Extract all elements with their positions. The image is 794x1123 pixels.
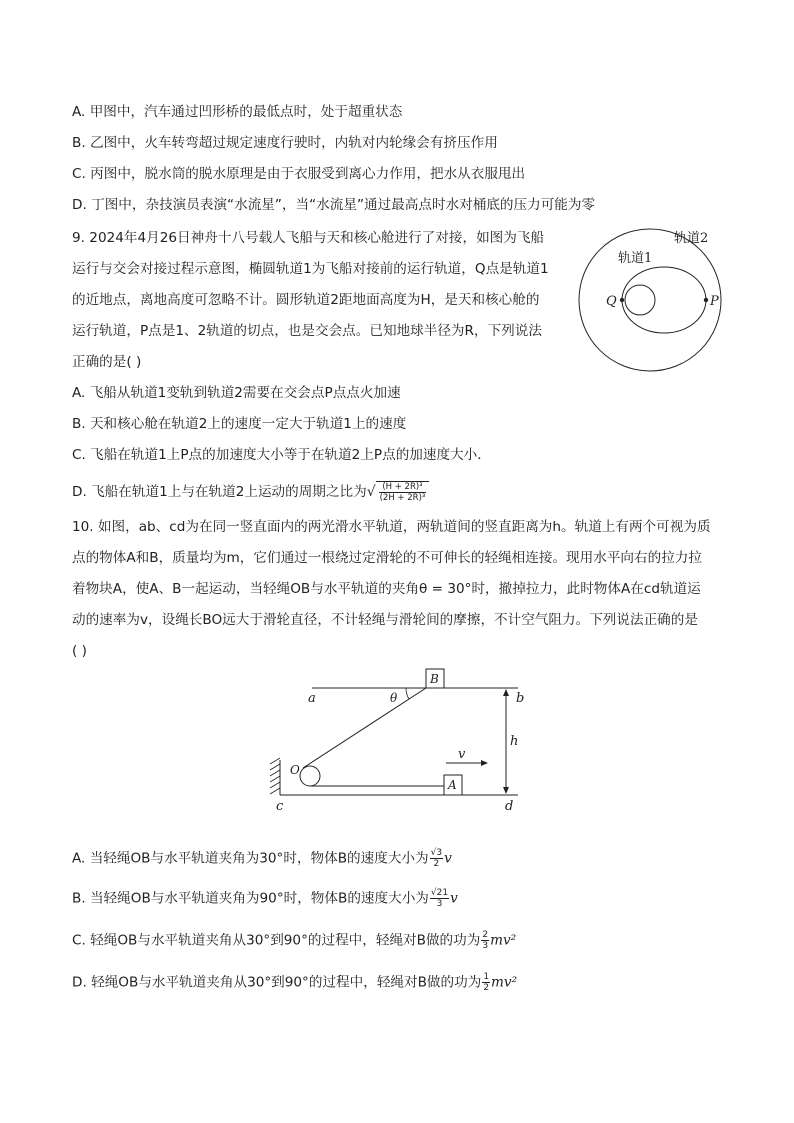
q9-stem-line-3: 的近地点，离地高度可忽略不计。圆形轨道2距地面高度为H，是天和核心舱的 [72,292,540,308]
q9-stem-line-1: 9. 2024年4月26日神舟十八号载人飞船与天和核心舱进行了对接，如图为飞船 [72,230,545,246]
q9-stem-line-5: 正确的是( ) [72,354,142,370]
q9-orbit-figure [570,222,730,372]
point-p-dot [704,298,708,302]
h-arrow-top [503,689,509,696]
label-c-point: c [276,799,284,814]
label-block-b: B [430,672,439,686]
rope-ob [303,688,426,768]
q9-stem-line-4: 运行轨道，P点是1、2轨道的切点，也是交会点。已知地球半径为R，下列说法 [72,323,542,339]
wall-hatch [270,758,280,794]
label-theta: θ [390,691,398,705]
h-arrow-bottom [503,787,509,794]
v-arrow-head [481,760,488,766]
q8-option-c: C. 丙图中，脱水筒的脱水原理是由于衣服受到离心力作用，把水从衣服甩出 [72,166,526,182]
q8-option-a: A. 甲图中，汽车通过凹形桥的最低点时，处于超重状态 [72,104,403,120]
orbit-1-label: 轨道1 [618,251,653,266]
earth-circle [625,285,655,315]
orbit-2-label: 轨道2 [674,231,709,246]
q9-option-d: D. 飞船在轨道1上与在轨道2上运动的周期之比为√ $\frac{\text{(H + 2R)³}}{\text{(2H + 2R)³}}$ [72,481,429,503]
q9-option-a: A. 飞船从轨道1变轨到轨道2需要在交会点P点点火加速 [72,385,401,401]
label-block-a: A [448,778,457,792]
q9-stem-line-2: 运行与交会对接过程示意图，椭圆轨道1为飞船对接前的运行轨道，Q点是轨道1 [72,261,549,277]
q10-option-a: A. 当轻绳OB与水平轨道夹角为30°时，物体B的速度大小为 $\frac{√3}{2}$ v [72,848,452,869]
q9-d-denominator: (2H + 2R)³ [379,493,426,503]
orbit-1-ellipse [622,267,706,333]
q10-stem-line-3: 着物块A，使A、B一起运动，当轻绳OB与水平轨道的夹角θ = 30°时，撤掉拉力，此时物体A在cd轨道运 [72,581,701,597]
label-pulley-o: O [290,763,300,777]
q10-stem-line-1: 10. 如图，ab、cd为在同一竖直面内的两光滑水平轨道，两轨道间的竖直距离为h。轨道上有两个可视为质 [72,519,711,535]
point-q-dot [620,298,624,302]
label-velocity-v: v [458,747,466,762]
q10-option-b: B. 当轻绳OB与水平轨道夹角为90°时，物体B的速度大小为 $\frac{√21}{3}$ v [72,888,458,909]
theta-arc [406,688,409,699]
label-a-point: a [308,691,316,706]
q10-track-figure [260,664,540,824]
q8-option-b: B. 乙图中，火车转弯超过规定速度行驶时，内轨对内轮缘会有挤压作用 [72,135,498,151]
label-d-point: d [505,799,514,814]
q10-option-c: C. 轻绳OB与水平轨道夹角从30°到90°的过程中，轻绳对B做的功为 $\frac{2}{3}$ mv² [72,930,517,951]
label-b-point: b [516,691,525,706]
q9-d-numerator: (H + 2R)³ [379,482,427,493]
point-p-label: P [710,294,719,309]
label-height-h: h [510,734,519,749]
q8-option-d: D. 丁图中，杂技演员表演“水流星”，当“水流星”通过最高点时水对桶底的压力可能为零 [72,197,596,213]
pulley-o [300,766,320,786]
q10-option-d: D. 轻绳OB与水平轨道夹角从30°到90°的过程中，轻绳对B做的功为 $\frac{1}{2}$ mv² [72,972,518,993]
q10-stem-line-5: ( ) [72,643,87,659]
point-q-label: Q [606,294,617,309]
q10-stem-line-2: 点的物体A和B，质量均为m，它们通过一根绕过定滑轮的不可伸长的轻绳相连接。现用水平向右的拉力拉 [72,550,702,566]
q10-stem-line-4: 动的速率为v，设绳长BO远大于滑轮直径，不计轻绳与滑轮间的摩擦，不计空气阻力。下列说法正确的是 [72,612,698,628]
q9-option-b: B. 天和核心舱在轨道2上的速度一定大于轨道1上的速度 [72,416,407,432]
q9-option-c: C. 飞船在轨道1上P点的加速度大小等于在轨道2上P点的加速度大小． [72,447,491,463]
